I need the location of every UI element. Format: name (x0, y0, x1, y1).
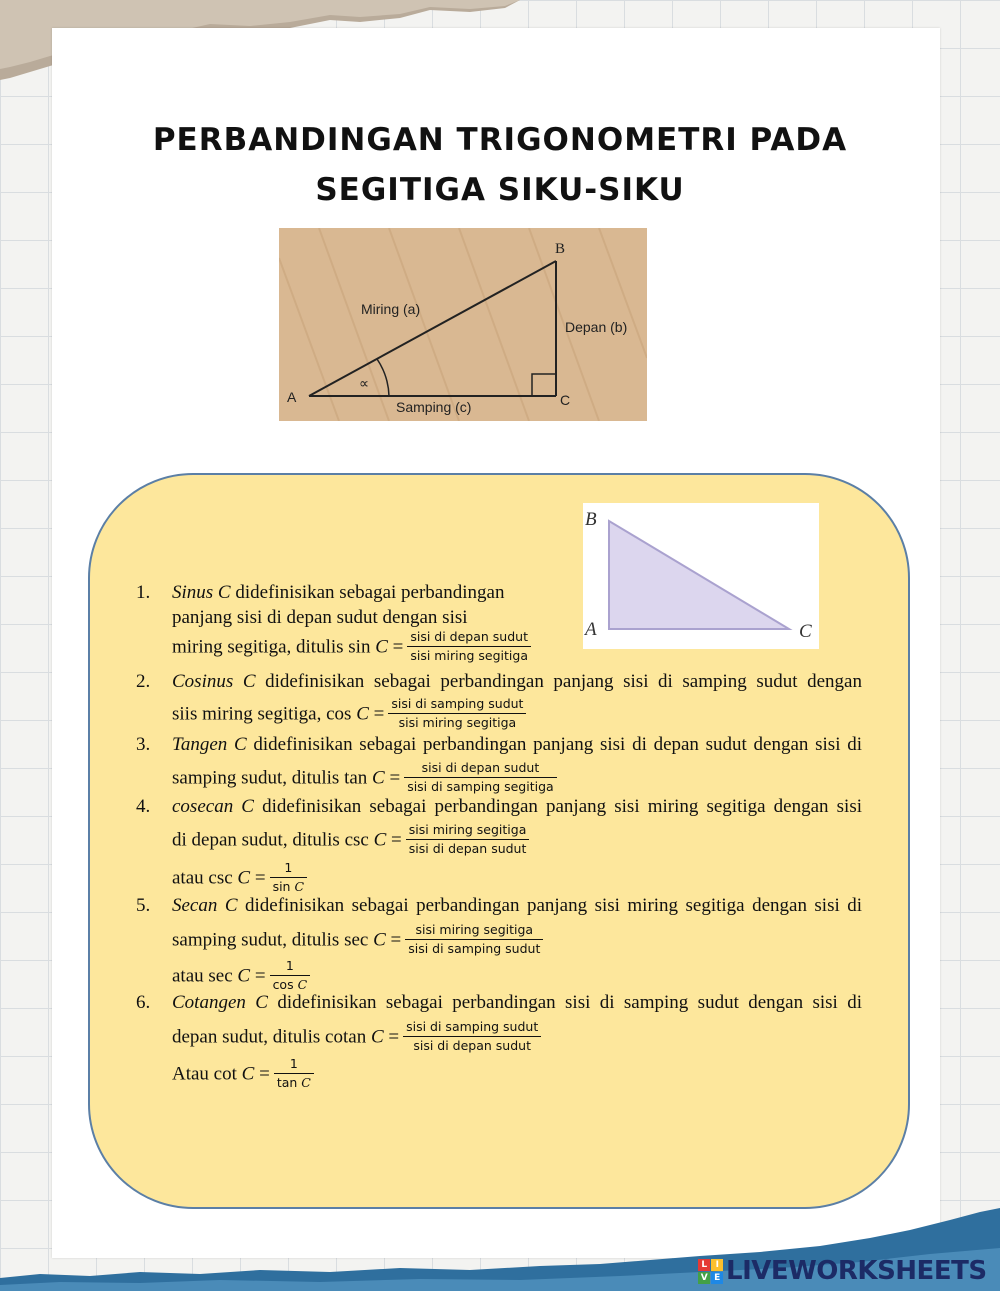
item-number: 3. (136, 734, 151, 755)
fraction-denominator: sisi di depan sudut (413, 1037, 531, 1053)
liveworksheets-icon (698, 1259, 723, 1284)
logo-letter: E (711, 1272, 723, 1284)
var-c: C (370, 1026, 384, 1048)
sec-alt-fraction (270, 958, 311, 992)
item-1-line3 (172, 631, 531, 665)
page-title-line1: PERBANDINGAN TRIGONOMETRI PADA (152, 122, 848, 158)
item-4-line2 (172, 824, 529, 858)
denominator-fn: tan (276, 1074, 302, 1090)
cot-alt-fraction (274, 1056, 314, 1090)
item-5-name: Secan C (172, 895, 238, 916)
item-6-alt (172, 1058, 314, 1092)
equals-sign: = (384, 767, 401, 789)
fraction-numerator: 1 (270, 860, 307, 878)
equals-sign: = (368, 703, 385, 725)
item-number: 5. (136, 895, 151, 916)
fraction-numerator: 1 (274, 1056, 314, 1074)
item-5-line1 (172, 895, 862, 917)
logo-letter: L (698, 1259, 710, 1271)
cos-fraction (388, 696, 526, 730)
sin-fraction (407, 629, 531, 663)
fraction-denominator: sisi miring segitiga (398, 714, 517, 730)
item-4-line1 (172, 796, 862, 818)
fraction-numerator: sisi di samping sudut (388, 696, 526, 714)
item-3-name: Tangen C (172, 734, 247, 755)
var-c: C (237, 867, 251, 889)
item-number: 2. (136, 671, 151, 692)
fraction-denominator: sisi di depan sudut (408, 840, 527, 856)
item-5-text: didefinisikan sebagai perbandingan panjang sisi miring segitiga dengan sisi di (237, 895, 862, 916)
opposite-label: Depan (b) (565, 319, 628, 335)
csc-fraction (406, 822, 530, 856)
item-1-text: didefinisikan sebagai perbandingan (230, 582, 505, 603)
item-5-alt (172, 960, 310, 994)
item-3-line2 (172, 762, 557, 796)
item-5-prefix: samping sudut, ditulis sec (172, 929, 374, 951)
fraction-numerator: sisi miring segitiga (406, 822, 530, 840)
fraction-denominator (270, 976, 311, 993)
equals-sign: = (386, 829, 402, 851)
vertex-c-label: C (560, 392, 571, 408)
fraction-numerator: sisi di depan sudut (404, 760, 557, 778)
small-vertex-b-label: B (585, 509, 597, 530)
item-4-text: didefinisikan sebagai perbandingan panjang sisi miring segitiga dengan sisi (253, 796, 862, 817)
item-number: 6. (136, 992, 151, 1013)
fraction-denominator (274, 1074, 314, 1091)
equals-sign: = (383, 1026, 400, 1048)
var-c: C (373, 929, 386, 951)
cot-fraction (403, 1019, 541, 1053)
item-5-line2 (172, 924, 543, 958)
logo-letter: I (711, 1259, 723, 1271)
var-c: C (375, 636, 388, 658)
liveworksheets-logo[interactable] (698, 1257, 987, 1285)
fraction-numerator: 1 (270, 958, 311, 976)
item-3-text: didefinisikan sebagai perbandingan panjang sisi di depan sudut dengan sisi di (246, 734, 862, 755)
item-3-prefix: samping sudut, ditulis tan (172, 767, 373, 789)
fraction-numerator: sisi di depan sudut (407, 629, 531, 647)
item-2-line2 (172, 698, 526, 732)
item-4-prefix: di depan sudut, ditulis csc (172, 829, 374, 851)
var-c: C (356, 703, 369, 725)
equals-sign: = (387, 636, 404, 658)
item-number: 4. (136, 796, 151, 817)
page-title-line2: SEGITIGA SIKU-SIKU (315, 172, 685, 208)
var-c: C (241, 1063, 255, 1085)
item-2-text: didefinisikan sebagai perbandingan panjang sisi di samping sudut dengan (255, 671, 862, 692)
vertex-b-label: B (555, 241, 566, 257)
var-c: C (373, 829, 387, 851)
item-6-line1 (172, 992, 862, 1014)
small-triangle-diagram (583, 503, 819, 649)
item-6-text: didefinisikan sebagai perbandingan sisi di samping sudut dengan sisi di (267, 992, 862, 1013)
var-c: C (297, 976, 308, 992)
item-6-prefix: depan sudut, ditulis cotan (172, 1026, 371, 1048)
item-2-name: Cosinus C (172, 671, 256, 692)
logo-letter: V (698, 1272, 710, 1284)
item-1-name: Sinus C (172, 582, 231, 603)
fraction-denominator: sisi di samping segitiga (407, 778, 554, 794)
triangle-diagram (279, 228, 647, 421)
liveworksheets-text: LIVEWORKSHEETS (726, 1256, 987, 1286)
equals-sign: = (385, 929, 402, 951)
fraction-denominator: sisi di samping sudut (408, 940, 541, 956)
hypotenuse-label: Miring (a) (361, 301, 421, 317)
item-1-prefix: miring segitiga, ditulis sin (172, 636, 376, 658)
item-5-alt-prefix: atau sec (172, 965, 238, 987)
equals-sign: = (254, 1063, 270, 1085)
fraction-denominator: sisi miring segitiga (410, 647, 528, 663)
csc-alt-fraction (270, 860, 307, 894)
var-c: C (294, 878, 305, 894)
fraction-numerator: sisi di samping sudut (403, 1019, 541, 1037)
fraction-numerator: sisi miring segitiga (405, 922, 543, 940)
item-2-line1 (172, 671, 862, 693)
equals-sign: = (250, 867, 266, 889)
denominator-fn: cos (272, 976, 298, 992)
var-c: C (237, 965, 251, 987)
item-4-name: cosecan C (172, 796, 254, 817)
item-6-alt-prefix: Atau cot (172, 1063, 242, 1085)
equals-sign: = (250, 965, 266, 987)
var-c: C (372, 767, 385, 789)
small-triangle-shape (609, 521, 789, 629)
item-1-line1 (172, 582, 504, 604)
item-1-line2: panjang sisi di depan sudut dengan sisi (172, 607, 468, 628)
tan-fraction (404, 760, 557, 794)
item-2-prefix: siis miring segitiga, cos (172, 703, 357, 725)
item-number: 1. (136, 582, 151, 603)
item-6-line2 (172, 1021, 541, 1055)
small-vertex-a-label: A (585, 619, 597, 640)
small-vertex-c-label: C (799, 621, 812, 642)
angle-symbol: ∝ (359, 376, 370, 392)
item-3-line1 (172, 734, 862, 756)
item-6-name: Cotangen C (172, 992, 268, 1013)
item-4-alt-prefix: atau csc (172, 867, 238, 889)
adjacent-label: Samping (c) (396, 399, 472, 415)
denominator-fn: sin (272, 878, 295, 894)
var-c: C (301, 1074, 311, 1090)
fraction-denominator (270, 878, 307, 895)
vertex-a-label: A (287, 389, 297, 405)
item-4-alt (172, 862, 307, 896)
sec-fraction (405, 922, 543, 956)
